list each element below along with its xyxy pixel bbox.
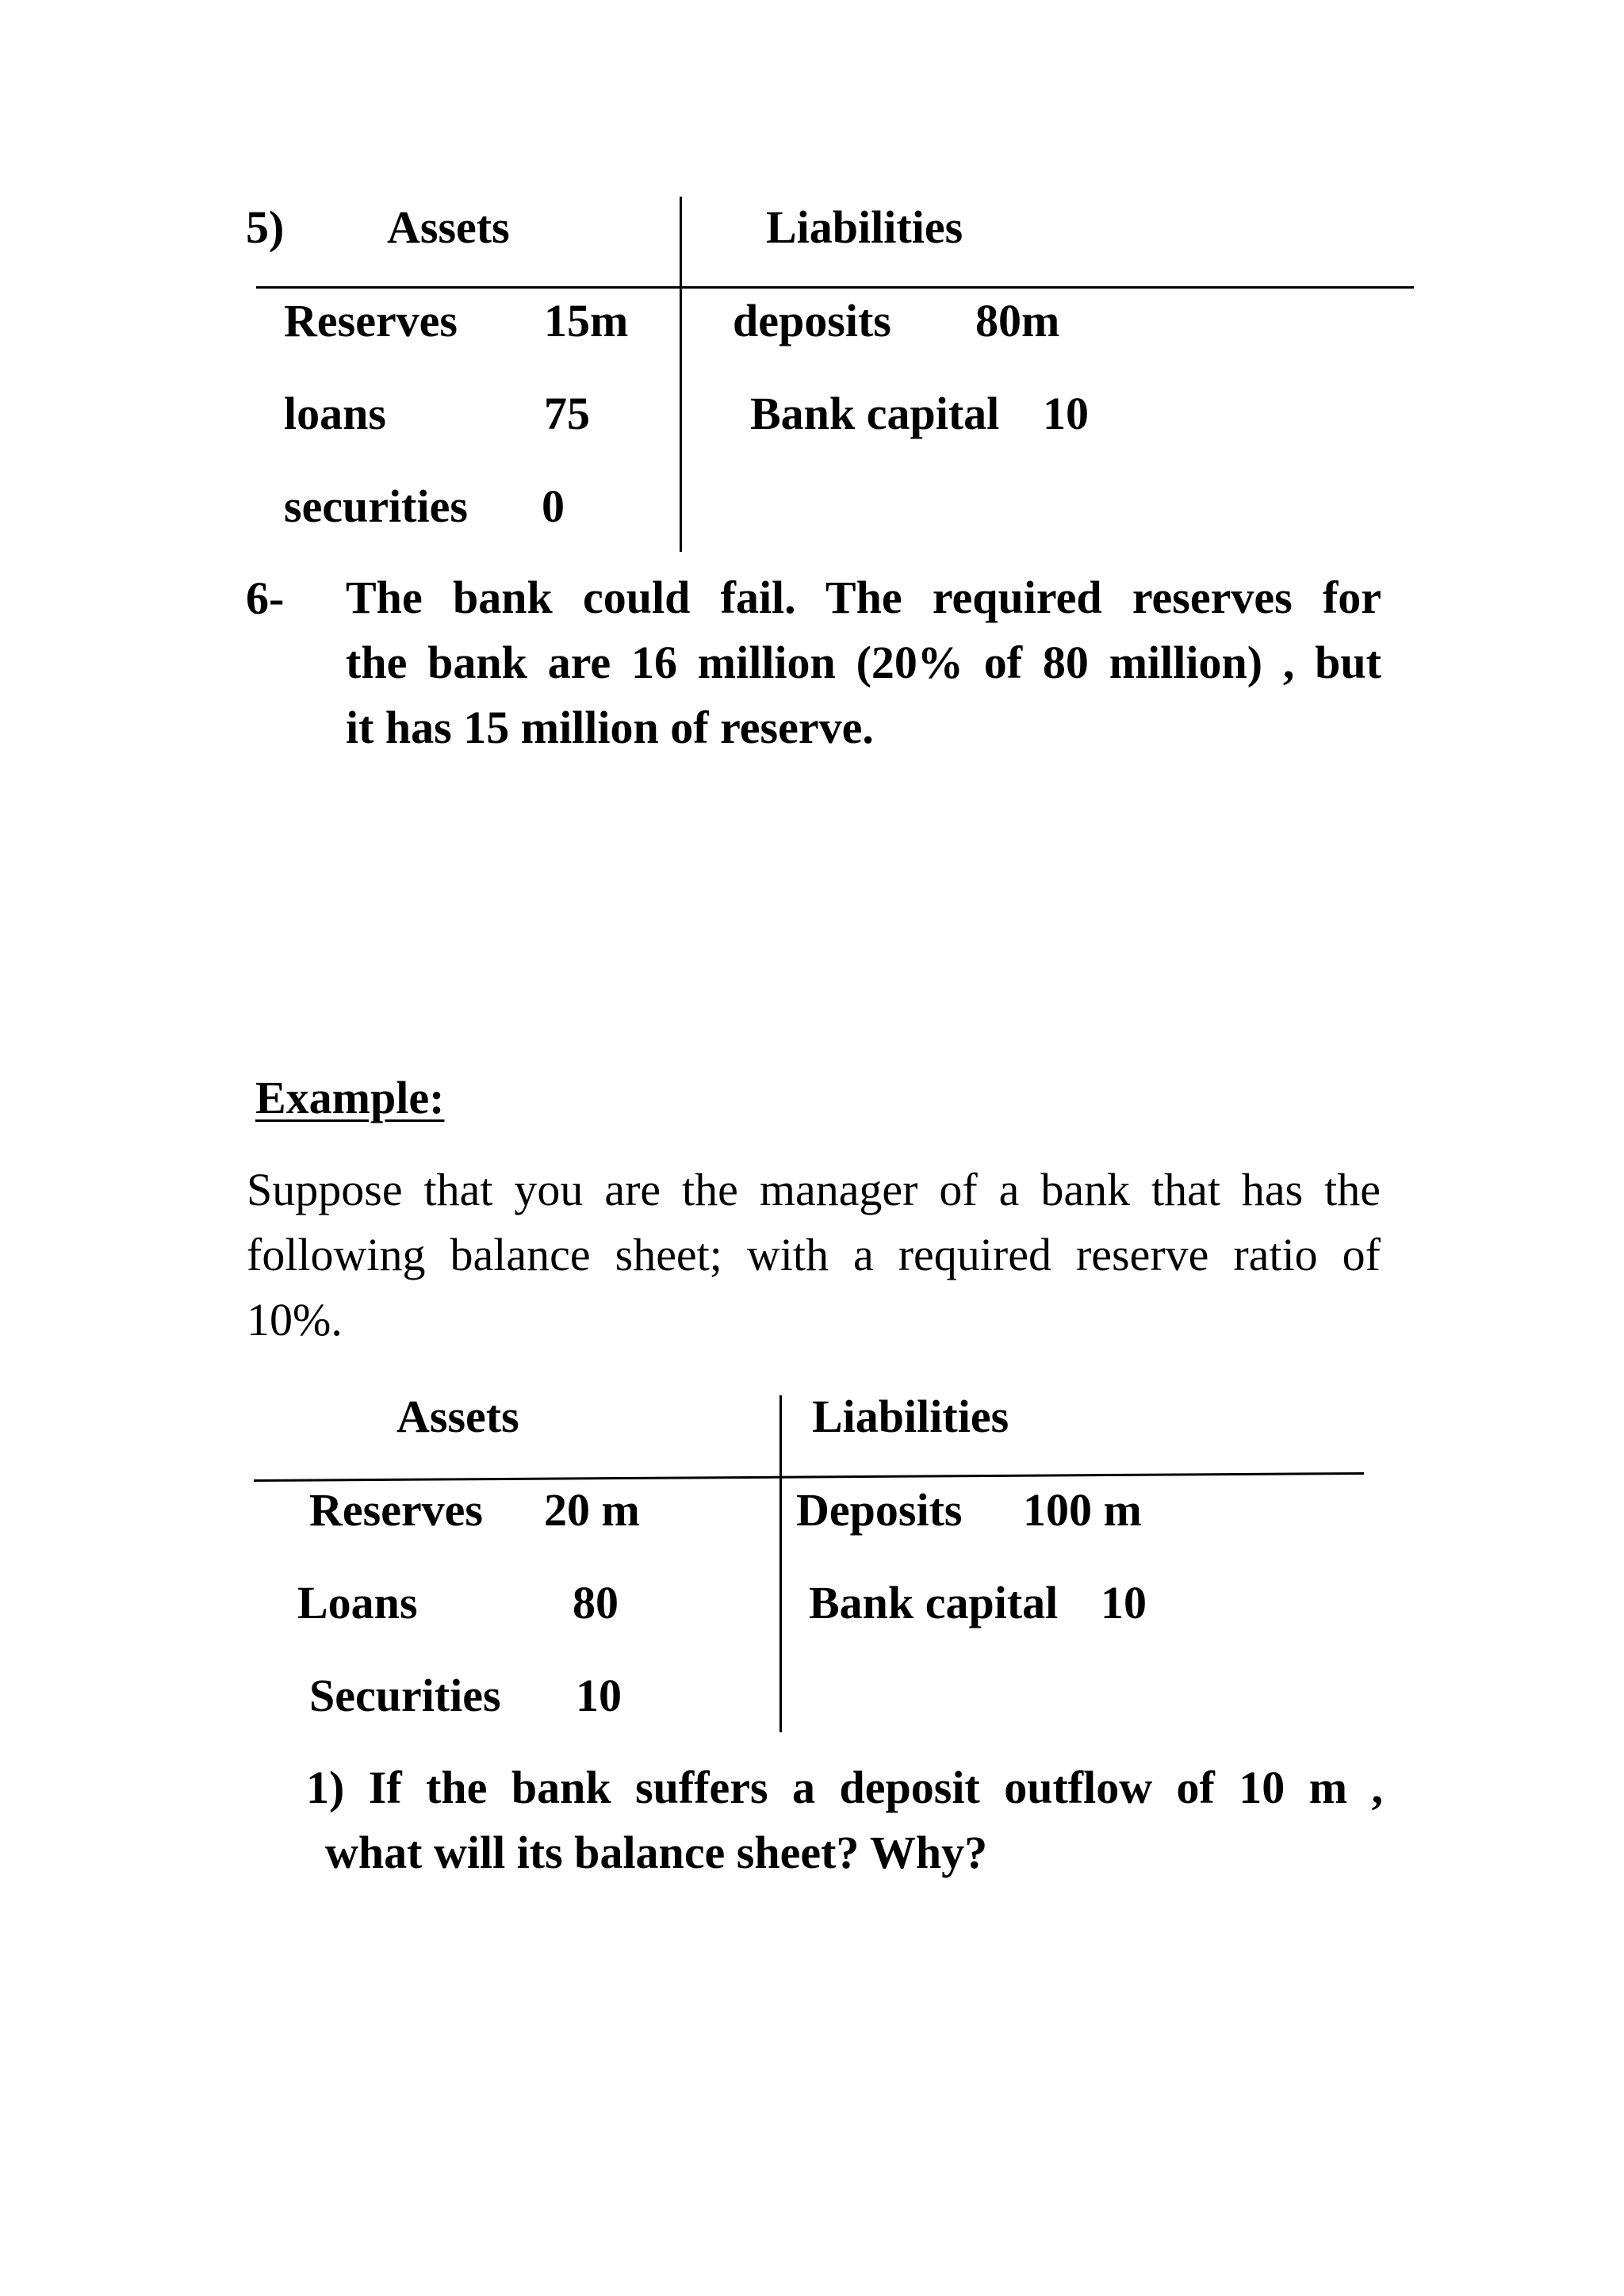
table1-vertical-divider: [680, 197, 682, 552]
table2-asset-label: Reserves: [309, 1484, 484, 1536]
example-intro-paragraph: [247, 1158, 1381, 1353]
example-heading: Example:: [255, 1072, 445, 1123]
table2-liability-label: Bank capital: [809, 1577, 1059, 1628]
answer6-line: the bank are 16 million (20% of 80 million) , but: [346, 637, 1381, 688]
question1-line: 1) If the bank suffers a deposit outflow of 10 m ,: [306, 1762, 1383, 1813]
table2-asset-value: 20 m: [544, 1484, 640, 1536]
example-intro-line: following balance sheet; with a required reserve ratio of: [247, 1229, 1381, 1280]
table2-asset-label: Loans: [297, 1577, 418, 1628]
question1-paragraph: [306, 1755, 1383, 1885]
answer6-paragraph: [346, 565, 1381, 760]
item-number-5: 5): [246, 201, 285, 253]
table2-liability-label: Deposits: [796, 1484, 963, 1536]
table2-asset-value: 10: [576, 1670, 622, 1721]
table1-asset-label: securities: [284, 480, 468, 532]
table1-liability-label: deposits: [733, 295, 891, 346]
table2-asset-value: 80: [573, 1577, 619, 1628]
table1-liability-value: 10: [1043, 388, 1089, 439]
table2-vertical-divider: [779, 1395, 782, 1732]
table1-asset-label: Reserves: [284, 295, 458, 346]
table2-liability-value: 10: [1101, 1577, 1147, 1628]
table1-asset-value: 0: [542, 480, 565, 532]
answer6-line: The bank could fail. The required reserves for: [346, 572, 1381, 623]
table1-asset-value: 15m: [544, 295, 629, 346]
table2-assets-header: Assets: [396, 1391, 519, 1442]
item-number-6: 6-: [246, 572, 285, 624]
table2-horizontal-divider: [254, 1472, 1364, 1482]
question1-line: what will its balance sheet? Why?: [325, 1827, 988, 1878]
answer6-line: it has 15 million of reserve.: [346, 702, 874, 753]
table2-liabilities-header: Liabilities: [812, 1391, 1009, 1442]
example-intro-line: 10%.: [247, 1294, 343, 1345]
table1-asset-label: loans: [284, 388, 386, 439]
table1-liabilities-header: Liabilities: [766, 201, 963, 253]
table1-horizontal-divider: [256, 286, 1414, 289]
table1-assets-header: Assets: [387, 201, 510, 253]
table2-asset-label: Securities: [309, 1670, 501, 1721]
table1-asset-value: 75: [544, 388, 590, 439]
table1-liability-label: Bank capital: [750, 388, 1000, 439]
table2-liability-value: 100 m: [1023, 1484, 1142, 1536]
example-intro-line: Suppose that you are the manager of a bank that has the: [247, 1164, 1381, 1215]
table1-liability-value: 80m: [975, 295, 1060, 346]
